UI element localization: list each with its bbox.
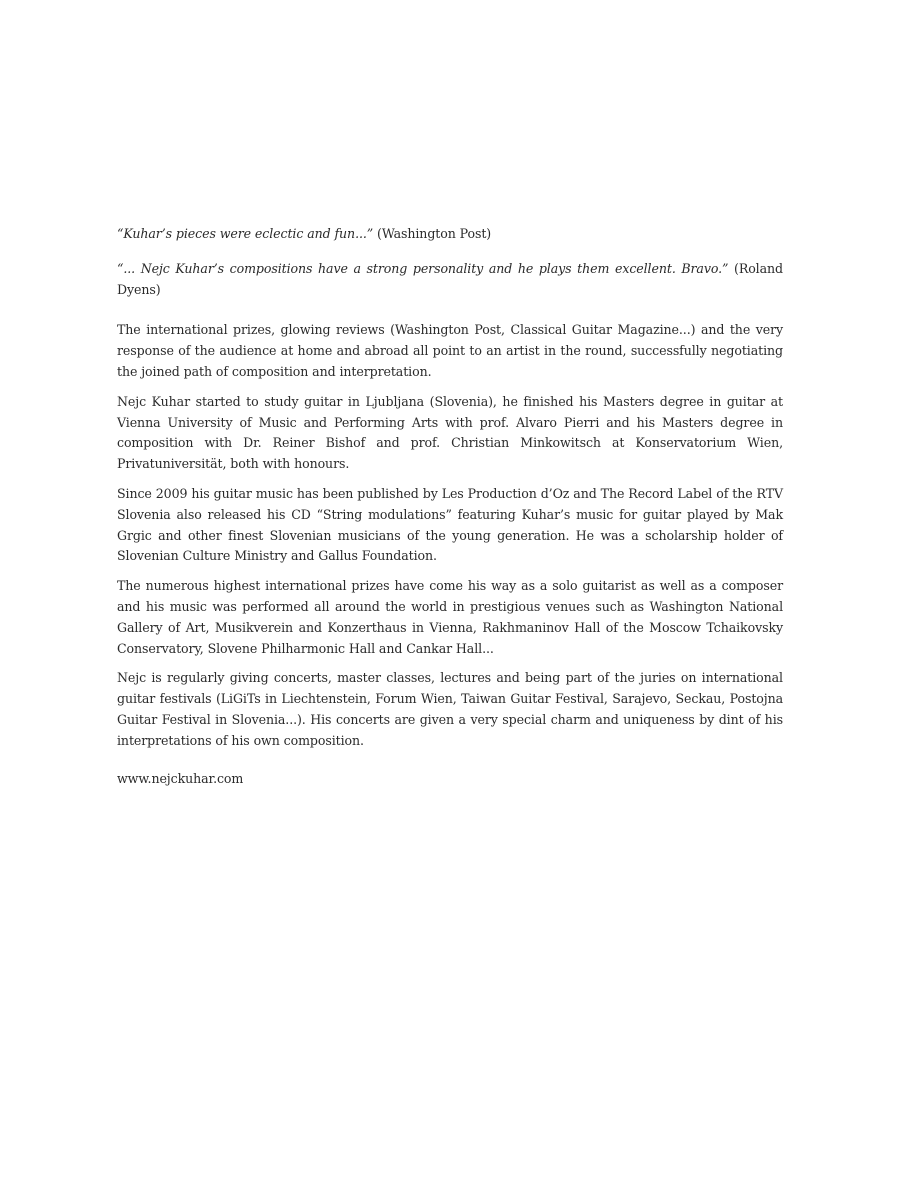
paragraph-publications: Since 2009 his guitar music has been published by Les Production d’Oz and The Record Label of the RTV Slovenia also released his CD “String modulations” featuring Kuhar’s music for guitar played by Mak Grgic and other finest Slovenian musicians of the young generation. He was a scholarship holder of Slovenian Culture Ministry and Gallus Foundation. <box>117 485 783 564</box>
paragraph-prizes-venues: The numerous highest international prizes have come his way as a solo guitarist as well as a composer and his music was performed all around the world in prestigious venues such as Washington National Gallery of Art, Musikverein and Konzerthaus in Vienna, Rakhmaninov Hall of the Moscow Tchaikovsky Conservatory, Slovene Philharmonic Hall and Cankar Hall... <box>117 578 783 656</box>
press-quote-washington-post <box>117 224 783 245</box>
quote-text: “... Nejc Kuhar’s compositions have a strong personality and he plays them excellent. Bravo.” <box>117 260 729 276</box>
document-page <box>117 224 783 789</box>
paragraph-overview: The international prizes, glowing reviews (Washington Post, Classical Guitar Magazine...) and the very response of the audience at home and abroad all point to an artist in the round, successfully negotiating the joined path of composition and interpretation. <box>117 322 783 379</box>
quote-source: (Washington Post) <box>377 226 492 241</box>
press-quote-roland-dyens <box>117 259 783 301</box>
website-link[interactable]: www.nejckuhar.com <box>117 770 244 786</box>
paragraph-education: Nejc Kuhar started to study guitar in Ljubljana (Slovenia), he finished his Masters degree in guitar at Vienna University of Music and Performing Arts with prof. Alvaro Pierri and his Masters degree in composition with Dr. Reiner Bishof and prof. Christian Minkowitsch at Konservatorium Wien, Privatuniversität, both with honours. <box>117 393 783 472</box>
paragraph-concerts-festivals: Nejc is regularly giving concerts, master classes, lectures and being part of the juries on international guitar festivals (LiGiTs in Liechtenstein, Forum Wien, Taiwan Guitar Festival, Sarajevo, Seckau, Postojna Guitar Festival in Slovenia...). His concerts are given a very special charm and uniqueness by dint of his interpretations of his own composition. <box>117 670 783 748</box>
quote-text: “Kuhar’s pieces were eclectic and fun...” <box>117 226 374 241</box>
quote-source: (Roland Dyens) <box>117 260 783 297</box>
